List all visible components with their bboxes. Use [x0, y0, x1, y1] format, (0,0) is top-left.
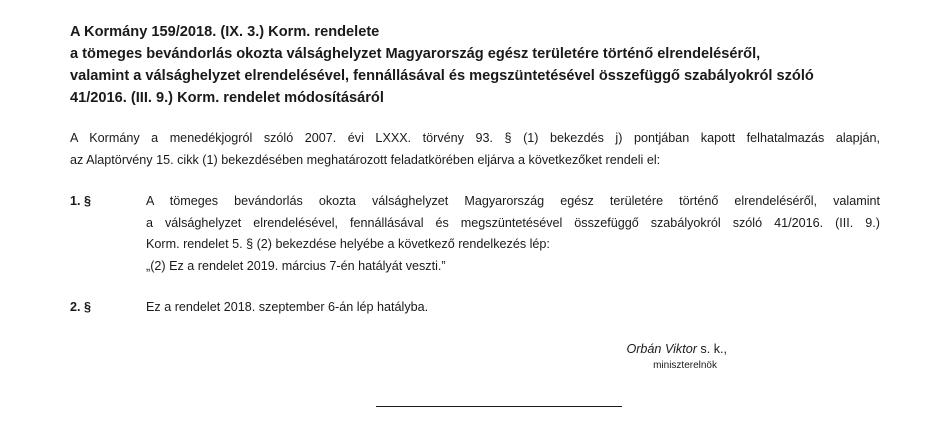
signatory-title: miniszterelnök	[653, 360, 717, 371]
divider-rule	[376, 406, 622, 407]
decree-title-line: valamint a válsághelyzet elrendelésével, fennállásával és megszüntetésével összefüggő szabályokról szóló	[70, 68, 814, 84]
section-2	[70, 297, 880, 321]
signatory-name: Orbán Viktor	[626, 342, 697, 356]
decree-title-line: 41/2016. (III. 9.) Korm. rendelet módosításáról	[70, 90, 384, 106]
section-1	[70, 191, 880, 281]
decree-title	[70, 21, 890, 109]
section-number: 1. §	[70, 194, 92, 208]
section-body	[146, 297, 880, 319]
section-line: Korm. rendelet 5. § (2) bekezdése helyébe a következő rendelkezés lép:	[146, 237, 550, 251]
preamble	[70, 128, 880, 171]
decree-title-line: A Kormány 159/2018. (IX. 3.) Korm. rendelete	[70, 24, 380, 40]
section-line: „(2) Ez a rendelet 2019. március 7-én hatályát veszti.”	[146, 258, 446, 273]
section-number: 2. §	[70, 300, 92, 314]
signatory	[626, 341, 727, 358]
signature-block	[626, 341, 727, 374]
section-body	[146, 191, 880, 277]
decree-title-line: a tömeges bevándorlás okozta válsághelyzet Magyarország egész területére történő elrendeléséről,	[70, 46, 761, 62]
preamble-line: A Kormány a menedékjogról szóló 2007. évi LXXX. törvény 93. § (1) bekezdés j) pontjában kapott felhatalmazás alapján,	[70, 131, 880, 145]
preamble-line: az Alaptörvény 15. cikk (1) bekezdésében meghatározott feladatkörében eljárva a következőket rendeli el:	[70, 152, 661, 167]
section-line: a válsághelyzet elrendelésével, fennállásával és megszüntetésével összefüggő szabályokról szóló 41/2016. (III. 9.)	[146, 215, 880, 230]
signatory-suffix: s. k.,	[696, 342, 727, 356]
section-line: Ez a rendelet 2018. szeptember 6-án lép hatályba.	[146, 300, 429, 314]
section-line: A tömeges bevándorlás okozta válsághelyzet Magyarország egész területére történő elrendeléséről, valamint	[146, 194, 880, 208]
